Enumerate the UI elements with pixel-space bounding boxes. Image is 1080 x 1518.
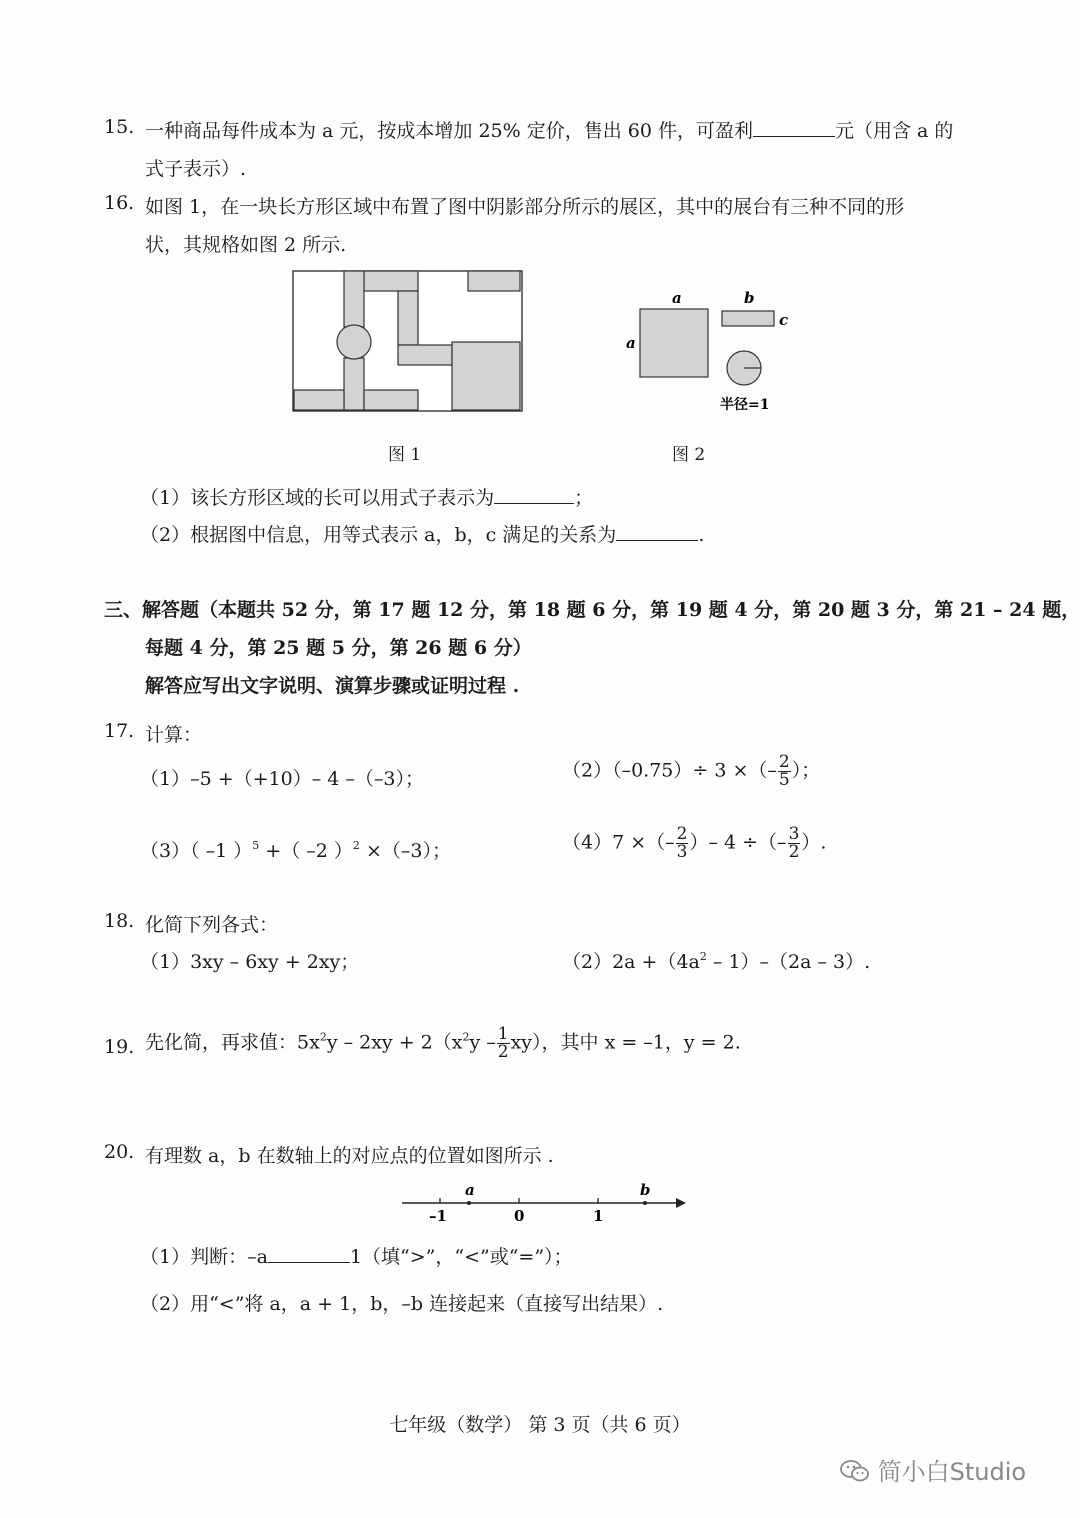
q17-part3-exp2: 2 xyxy=(352,839,360,852)
q16-number: 16. xyxy=(104,192,135,214)
q17-part4-b: ）– 4 ÷（– xyxy=(689,831,787,854)
q17-part2 xyxy=(562,754,820,789)
q19-text-d: xy），其中 x = –1，y = 2. xyxy=(510,1031,741,1054)
figure-1 xyxy=(292,270,524,414)
q16-sub1-text: （1）该长方形区域的长可以用式子表示为 xyxy=(140,487,495,509)
q17-part4-f1-num: 2 xyxy=(676,824,688,844)
section3-line2: 每题 4 分，第 25 题 5 分，第 26 题 6 分） xyxy=(145,637,532,659)
point-a xyxy=(467,1201,471,1205)
fig2-label-b: b xyxy=(744,289,755,307)
q17-part4-c: ）. xyxy=(801,831,827,854)
watermark-text: 简小白Studio xyxy=(877,1458,1027,1486)
q20-sub1-blank xyxy=(268,1243,350,1263)
figure-2-caption: 图 2 xyxy=(672,445,706,465)
q17-part2-a: （2）（–0.75）÷ 3 ×（– xyxy=(562,759,777,782)
q19-exp2: 2 xyxy=(462,1030,470,1044)
q20-sub1-a: （1）判断：–a xyxy=(140,1246,268,1268)
wechat-icon xyxy=(840,1458,870,1484)
q15-line2: 式子表示）. xyxy=(145,158,247,180)
q18-part2 xyxy=(562,947,870,974)
q17-number: 17. xyxy=(104,720,135,742)
fig2-label-radius: 半径=1 xyxy=(720,397,770,413)
q17-part2-fraction xyxy=(778,754,791,789)
tick-0: 0 xyxy=(514,1207,525,1225)
q19-number: 19. xyxy=(104,1036,135,1058)
q17-part2-frac-den: 5 xyxy=(778,770,790,790)
section3-line3: 解答应写出文字说明、演算步骤或证明过程 . xyxy=(145,675,520,697)
q20-sub1 xyxy=(140,1242,573,1269)
point-b xyxy=(643,1201,647,1205)
fig2-label-c: c xyxy=(779,311,789,329)
q20-number: 20. xyxy=(104,1141,135,1163)
q16-sub2-blank xyxy=(616,521,698,541)
q17-part4-a: （4）7 ×（– xyxy=(562,831,675,854)
q19-text-b: y – 2xy + 2（x xyxy=(326,1031,463,1054)
q17-part2-frac-num: 2 xyxy=(778,752,790,772)
q16-sub2-end: . xyxy=(698,524,705,546)
q16-sub1-end: ； xyxy=(574,487,594,509)
number-line xyxy=(398,1178,688,1226)
q16-sub2-text: （2）根据图中信息，用等式表示 a，b，c 满足的关系为 xyxy=(140,524,617,546)
q16-sub1 xyxy=(140,483,593,510)
q17-title: 计算： xyxy=(145,724,203,746)
q16-line2: 状，其规格如图 2 所示. xyxy=(145,234,347,256)
q19-frac-den: 2 xyxy=(497,1042,509,1062)
q17-part4 xyxy=(562,826,826,861)
fig2-label-a-top: a xyxy=(672,289,682,307)
q17-part4-f1-den: 3 xyxy=(676,842,688,862)
q19-exp1: 2 xyxy=(319,1030,327,1044)
q19-text xyxy=(145,1026,741,1061)
q17-part3-a: （3）（ –1 ） xyxy=(140,840,253,862)
q17-part4-fraction2 xyxy=(788,826,801,861)
tick-minus-1: –1 xyxy=(429,1207,447,1225)
q15-number: 15. xyxy=(104,116,135,138)
q17-part3-c: ×（–3）； xyxy=(359,840,451,862)
q20-title: 有理数 a，b 在数轴上的对应点的位置如图所示 . xyxy=(145,1145,554,1167)
q18-part2-exp: 2 xyxy=(699,950,707,963)
q17-part4-fraction1 xyxy=(676,826,689,861)
q16-sub2 xyxy=(140,520,704,547)
q19-fraction xyxy=(497,1026,510,1061)
q17-part3-exp1: 5 xyxy=(252,839,260,852)
axis-label-b: b xyxy=(640,1181,651,1199)
section3-heading: 三、解答题（本题共 52 分，第 17 题 12 分，第 18 题 6 分，第 19 题 4 分，第 20 题 3 分，第 21 – 24 题， xyxy=(104,599,1080,621)
q20-sub2: （2）用“<”将 a，a + 1，b，–b 连接起来（直接写出结果）. xyxy=(140,1293,664,1315)
q19-text-c: y – xyxy=(469,1031,496,1054)
q17-part4-f2-num: 3 xyxy=(788,824,800,844)
q19-frac-num: 1 xyxy=(497,1024,509,1044)
page-footer: 七年级（数学） 第 3 页（共 6 页） xyxy=(389,1414,691,1436)
q17-part2-b: ）； xyxy=(791,759,821,782)
q18-part2-a: （2）2a +（4a xyxy=(562,951,700,973)
q17-part3 xyxy=(140,836,451,863)
tick-1: 1 xyxy=(593,1207,604,1225)
q20-sub1-b: 1（填“>”，“<”或“=”）； xyxy=(349,1246,573,1268)
q18-part2-b: – 1）–（2a – 3）. xyxy=(706,951,871,973)
axis-label-a: a xyxy=(465,1181,475,1199)
figure-2 xyxy=(620,285,800,415)
fig2-label-a-left: a xyxy=(626,334,636,352)
q15-line1-a: 一种商品每件成本为 a 元，按成本增加 25% 定价，售出 60 件，可盈利 xyxy=(145,120,753,142)
q15-line1-b: 元（用含 a 的 xyxy=(834,120,954,142)
q17-part1: （1）–5 +（+10）– 4 –（–3）； xyxy=(140,768,424,790)
q17-part3-b: +（ –2 ） xyxy=(259,840,353,862)
q19-text-a: 先化简，再求值：5x xyxy=(145,1031,320,1054)
figure-1-caption: 图 1 xyxy=(388,445,422,465)
q16-line1: 如图 1，在一块长方形区域中布置了图中阴影部分所示的展区，其中的展台有三种不同的形 xyxy=(145,196,905,218)
q18-part1: （1）3xy – 6xy + 2xy； xyxy=(140,951,360,973)
q17-part4-f2-den: 2 xyxy=(788,842,800,862)
q18-number: 18. xyxy=(104,910,135,932)
q16-sub1-blank xyxy=(494,484,574,504)
watermark xyxy=(840,1452,1026,1487)
q15-blank xyxy=(753,117,835,137)
q18-title: 化简下列各式： xyxy=(145,914,279,936)
q15-text xyxy=(145,116,953,143)
